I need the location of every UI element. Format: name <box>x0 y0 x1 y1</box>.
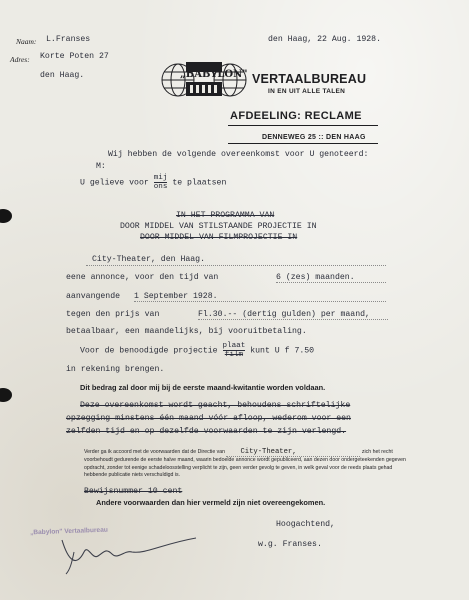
request-pre: U gelieve voor <box>80 178 149 188</box>
annonce-value: 6 (zes) maanden. <box>276 273 386 283</box>
brand-subtitle: IN EN UIT ALLE TALEN <box>268 88 346 95</box>
babylon-logo <box>160 58 248 102</box>
option-programma: IN HET PROGRAMMA VAN <box>176 211 275 220</box>
payable-line: betaalbaar, een maandelijks, bij vooruitbetaling. <box>66 327 307 336</box>
address-value: Korte Poten 27 <box>40 52 109 61</box>
kwitantie-line: Dit bedrag zal door mij bij de eerste maand-kwitantie worden voldaan. <box>80 383 326 392</box>
name-value: L.Franses <box>46 35 91 44</box>
renewal-line-2: opzegging minstens één maand vóór afloop, wederom voor een <box>66 414 351 423</box>
start-value: 1 September 1928. <box>134 292 386 302</box>
other-terms: Andere voorwaarden dan hier vermeld zijn niet overeengekomen. <box>96 498 326 507</box>
date-value: den Haag, 22 Aug. 1928. <box>268 35 382 44</box>
handwritten-signature <box>54 530 204 576</box>
projection-post: kunt U f 7.50 <box>250 346 315 356</box>
projection-fraction <box>223 342 246 359</box>
logo-text: „BABYLON" <box>180 69 248 80</box>
projection-bottom: film <box>224 351 244 359</box>
renewal-line-1: Deze overeenkomst wordt geacht, behoudens schriftelijke <box>80 401 351 410</box>
option-filmprojectie: DOOR MIDDEL VAN FILMPROJECTIE IN <box>140 233 298 242</box>
rule-upper <box>228 125 378 126</box>
m-label: M: <box>96 162 106 171</box>
price-value: Fl.30.-- (dertig gulden) per maand, <box>198 310 388 320</box>
punch-hole-bottom <box>0 388 12 402</box>
brand-name: VERTAALBUREAU <box>252 72 367 86</box>
bewijsnummer: Bewijsnummer 10 cent <box>84 487 183 496</box>
request-line <box>80 174 226 191</box>
projection-line <box>80 342 314 359</box>
address-label: Adres: <box>10 55 30 64</box>
venue-dotline <box>86 265 386 266</box>
price-label: tegen den prijs van <box>66 310 160 319</box>
punch-hole-top <box>0 209 12 223</box>
renewal-line-3: zelfden tijd en op dezelfde voorwaarden te zijn verlengd. <box>66 427 347 436</box>
billing-line: in rekening brengen. <box>66 365 165 374</box>
projection-pre: Voor de benoodigde projectie <box>80 346 218 356</box>
greeting: Hoogachtend, <box>276 520 335 529</box>
name-label: Naam: <box>16 37 37 46</box>
start-label: aanvangende <box>66 292 121 301</box>
venue: City-Theater, den Haag. <box>92 255 206 264</box>
small-print-pre: Verder ga ik accoord met de voorwaarden dat de Directie van <box>84 449 226 455</box>
small-print <box>84 449 414 480</box>
city-value: den Haag. <box>40 71 85 80</box>
company-stamp: „Babylon" Vertaalbureau <box>29 526 108 537</box>
small-print-rest: zich het recht voorbehoudt gedurende de eerste halve maand, waarin bedoelde annonce wordt gepubliceerd, aan dezen door ondergeteekenden gegeven opdracht, zonder tot eenige schadeloosstelling verplicht te zijn, geen verder gevolg te geven, in welk geval voor de reeds plaats gehad hebbende publicatie niets verschuldigd is. <box>84 449 406 479</box>
annonce-label: eene annonce, voor den tijd van <box>66 273 219 282</box>
request-fraction <box>154 174 168 191</box>
request-top: mij <box>153 174 168 182</box>
department-title: AFDEELING: RECLAME <box>230 110 362 122</box>
projection-top: plaat <box>222 342 246 350</box>
rule-lower <box>228 143 378 144</box>
request-post: te plaatsen <box>172 178 227 188</box>
letterhead-address: DENNEWEG 25 :: DEN HAAG <box>262 134 366 141</box>
request-bottom: ons <box>153 183 168 191</box>
intro-line: Wij hebben de volgende overeenkomst voor U genoteerd: <box>108 150 369 159</box>
small-print-venue: City-Theater, <box>226 449 360 457</box>
signer: w.g. Franses. <box>258 540 322 549</box>
option-stilstaande: DOOR MIDDEL VAN STILSTAANDE PROJECTIE IN <box>120 222 317 231</box>
